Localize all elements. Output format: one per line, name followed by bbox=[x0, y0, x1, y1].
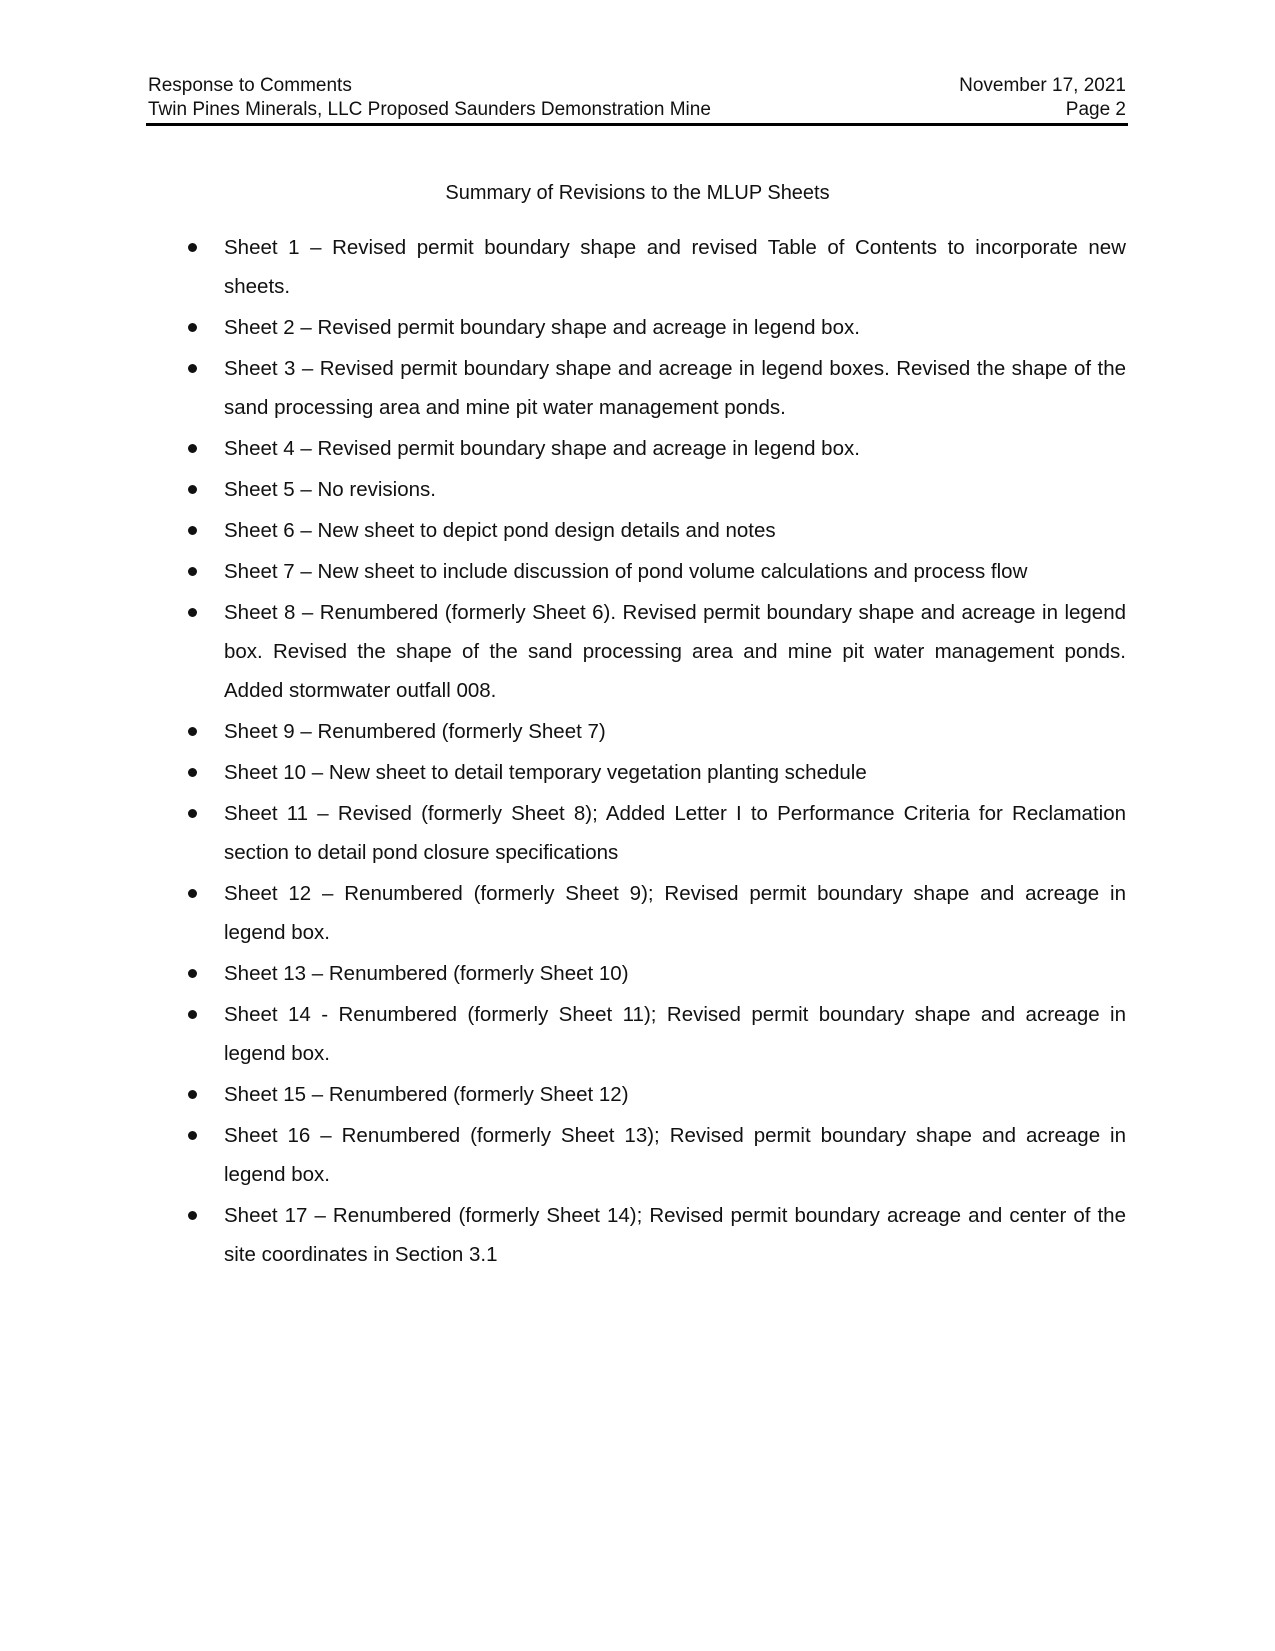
bullet-icon bbox=[188, 969, 197, 978]
header-project-name: Twin Pines Minerals, LLC Proposed Saunders Demonstration Mine bbox=[148, 99, 711, 120]
list-item-text: Sheet 14 - Renumbered (formerly Sheet 11); Revised permit boundary shape and acreage in legend box. bbox=[224, 1003, 1126, 1065]
revisions-list bbox=[185, 228, 1126, 1276]
list-item-text: Sheet 12 – Renumbered (formerly Sheet 9); Revised permit boundary shape and acreage in legend box. bbox=[224, 882, 1126, 944]
bullet-icon bbox=[188, 485, 197, 494]
page-title: Summary of Revisions to the MLUP Sheets bbox=[445, 182, 830, 204]
header-page-number: Page 2 bbox=[1065, 99, 1126, 120]
list-item bbox=[185, 794, 1126, 872]
page-header bbox=[148, 74, 1126, 122]
list-item bbox=[185, 1196, 1126, 1274]
bullet-icon bbox=[188, 768, 197, 777]
list-item-text: Sheet 5 – No revisions. bbox=[224, 478, 436, 501]
list-item bbox=[185, 308, 1126, 347]
list-item bbox=[185, 753, 1126, 792]
list-item bbox=[185, 954, 1126, 993]
header-row-2 bbox=[148, 98, 1126, 122]
list-item bbox=[185, 1116, 1126, 1194]
list-item bbox=[185, 552, 1126, 591]
bullet-icon bbox=[188, 1211, 197, 1220]
bullet-icon bbox=[188, 323, 197, 332]
list-item bbox=[185, 429, 1126, 468]
list-item bbox=[185, 593, 1126, 710]
header-doc-type: Response to Comments bbox=[148, 75, 352, 96]
list-item bbox=[185, 349, 1126, 427]
list-item-text: Sheet 9 – Renumbered (formerly Sheet 7) bbox=[224, 720, 606, 743]
bullet-icon bbox=[188, 444, 197, 453]
list-item-text: Sheet 11 – Revised (formerly Sheet 8); Added Letter I to Performance Criteria for Reclamation section to detail pond closure specifications bbox=[224, 802, 1126, 864]
list-item bbox=[185, 874, 1126, 952]
list-item bbox=[185, 712, 1126, 751]
header-date: November 17, 2021 bbox=[959, 75, 1126, 96]
bullet-icon bbox=[188, 889, 197, 898]
header-row-1 bbox=[148, 74, 1126, 98]
list-item-text: Sheet 4 – Revised permit boundary shape and acreage in legend box. bbox=[224, 437, 860, 460]
bullet-icon bbox=[188, 809, 197, 818]
list-item-text: Sheet 15 – Renumbered (formerly Sheet 12) bbox=[224, 1083, 629, 1106]
list-item bbox=[185, 995, 1126, 1073]
list-item bbox=[185, 1075, 1126, 1114]
list-item bbox=[185, 470, 1126, 509]
list-item-text: Sheet 3 – Revised permit boundary shape and acreage in legend boxes. Revised the shape of the sand processing area and mine pit water management ponds. bbox=[224, 357, 1126, 419]
bullet-icon bbox=[188, 364, 197, 373]
bullet-icon bbox=[188, 727, 197, 736]
list-item-text: Sheet 10 – New sheet to detail temporary vegetation planting schedule bbox=[224, 761, 867, 784]
list-item-text: Sheet 7 – New sheet to include discussion of pond volume calculations and process flow bbox=[224, 560, 1028, 583]
list-item-text: Sheet 1 – Revised permit boundary shape and revised Table of Contents to incorporate new sheets. bbox=[224, 236, 1126, 298]
bullet-icon bbox=[188, 1131, 197, 1140]
list-item bbox=[185, 511, 1126, 550]
list-item-text: Sheet 2 – Revised permit boundary shape and acreage in legend box. bbox=[224, 316, 860, 339]
bullet-icon bbox=[188, 1090, 197, 1099]
header-rule bbox=[146, 123, 1128, 126]
bullet-icon bbox=[188, 567, 197, 576]
list-item-text: Sheet 16 – Renumbered (formerly Sheet 13); Revised permit boundary shape and acreage in legend box. bbox=[224, 1124, 1126, 1186]
list-item-text: Sheet 8 – Renumbered (formerly Sheet 6). Revised permit boundary shape and acreage in legend box. Revised the shape of the sand processing area and mine pit water management ponds. Added stormwater outfall 008. bbox=[224, 601, 1126, 702]
bullet-icon bbox=[188, 1010, 197, 1019]
bullet-icon bbox=[188, 526, 197, 535]
list-item-text: Sheet 13 – Renumbered (formerly Sheet 10) bbox=[224, 962, 629, 985]
bullet-icon bbox=[188, 243, 197, 252]
list-item-text: Sheet 17 – Renumbered (formerly Sheet 14); Revised permit boundary acreage and center of the site coordinates in Section 3.1 bbox=[224, 1204, 1126, 1266]
list-item-text: Sheet 6 – New sheet to depict pond design details and notes bbox=[224, 519, 776, 542]
list-item bbox=[185, 228, 1126, 306]
bullet-icon bbox=[188, 608, 197, 617]
